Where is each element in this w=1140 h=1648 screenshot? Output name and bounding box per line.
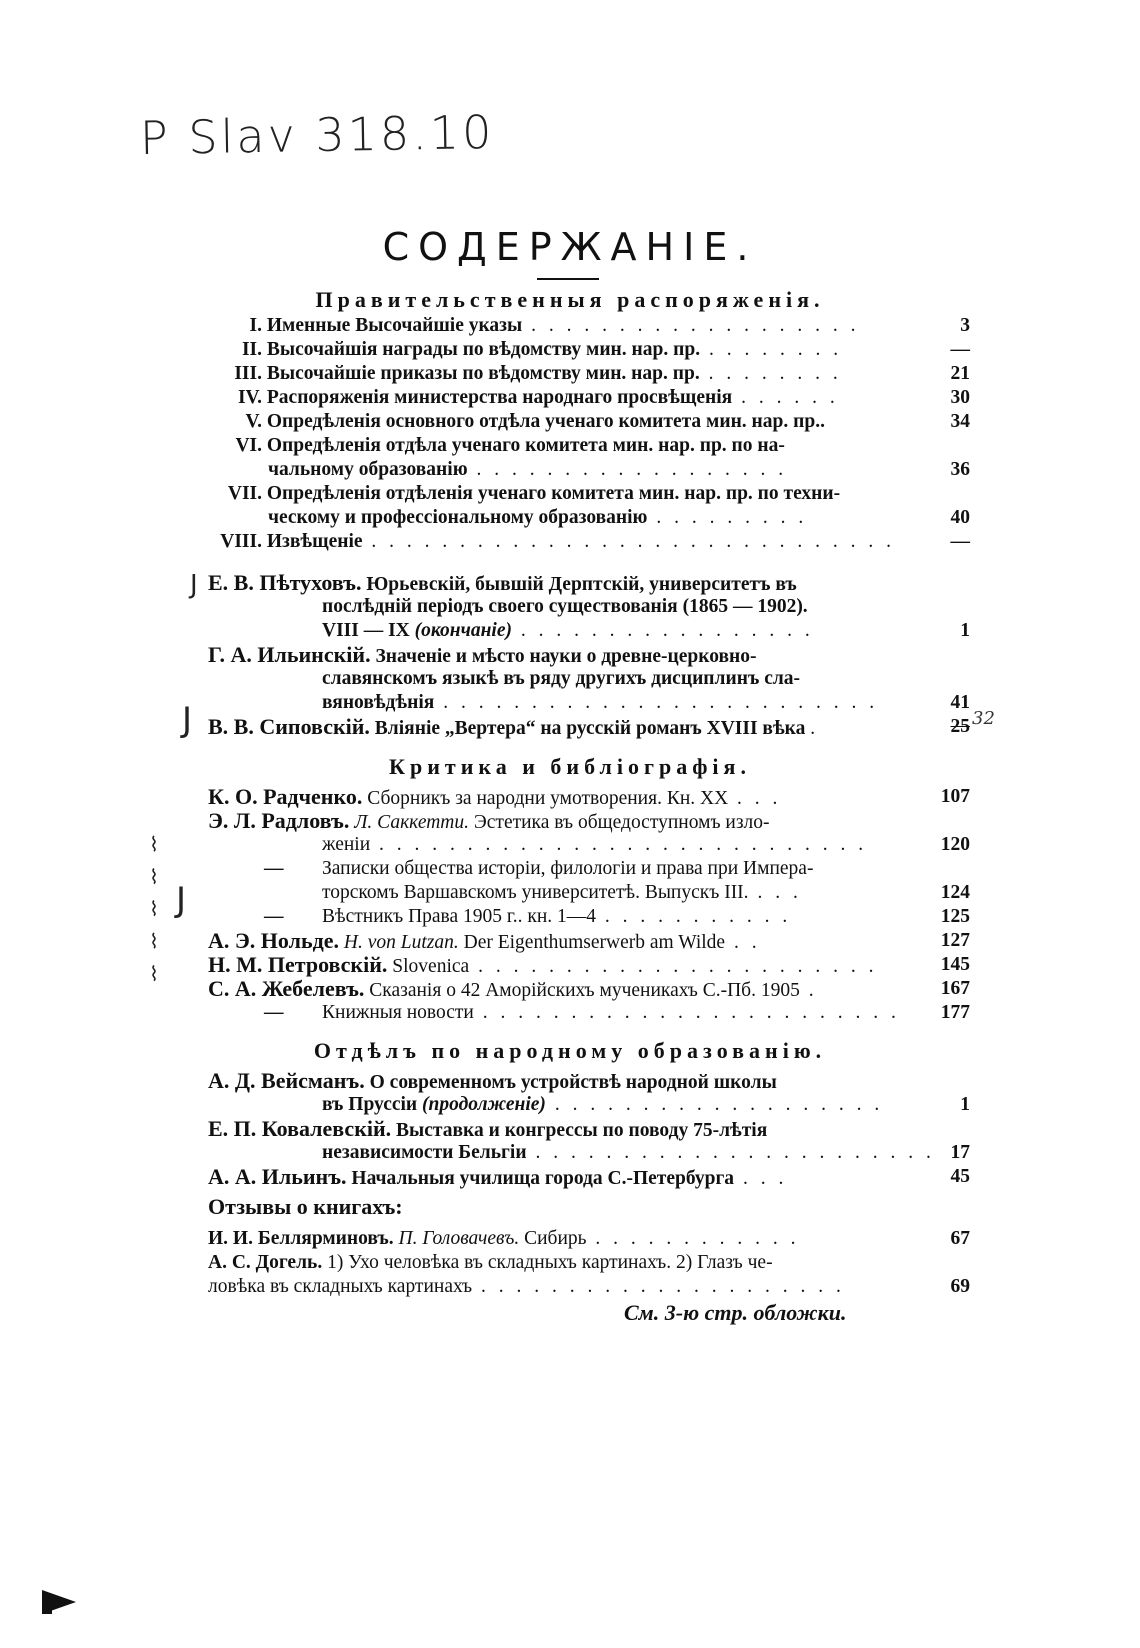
toc-row: I. Именные Высочайшіе указы . . . . . . . . . . . . . . . . . . . [249,315,860,336]
toc-row: II. Высочайшія награды по вѣдомству мин. нар. пр. . . . . . . . . [241,339,843,360]
section-gov: Правительственныя распоряженія. [315,287,825,312]
toc-row: — [264,858,284,879]
toc-row: III. Высочайшіе приказы по вѣдомству мин. нар. пр. . . . . . . . . [234,363,842,384]
title-rule [537,278,599,280]
toc-row: Э. Л. Радловъ. Л. Саккетти. Эстетика въ общедоступномъ изло- [208,808,770,833]
toc-row: А. Д. Вейсманъ. О современномъ устройствѣ народной школы [208,1068,777,1093]
toc-row: VII. Опредѣленія отдѣленія ученаго комитета мин. нар. пр. по техни- [227,483,841,504]
section-crit: Критика и библіографія. [389,754,751,779]
toc-row: К. О. Радченко. Сборникъ за народни умотворения. Кн. XX . . . [208,784,782,809]
shelfmark: P Slav 318.10 [139,104,495,166]
toc-row: А. Э. Нольде. H. von Lutzan. Der Eigenthumserwerb am Wilde . . [208,928,761,953]
footer-note: См. 3-ю стр. обложки. [624,1300,847,1325]
check-mark: J [176,880,187,920]
check-mark: J [182,700,193,740]
toc-row: Е. П. Ковалевскій. Выставка и конгрессы по поводу 75-лѣтія [208,1116,768,1141]
toc-row: Г. А. Ильинскій. Значеніе и мѣсто науки о древне-церковно- [208,642,757,667]
toc-row: Н. М. Петровскій. Slovenica . . . . . . . . . . . . . . . . . . . . . . . [208,952,878,977]
toc-row: Е. В. Пѣтуховъ. Юрьевскій, бывшій Дерптскій, университетъ въ [208,570,797,595]
toc-row: IV. Распоряженія министерства народнаго просвѣщенія . . . . . . [237,387,839,408]
page-title: СОДЕРЖАНІЕ. [382,225,758,269]
margin-scribble: ⌇ ⌇ ⌇ ⌇ ⌇ [142,830,166,985]
toc-row: В. В. Сиповскій. Вліяніе „Вертера“ на русскій романъ XVIII вѣка . [208,714,820,739]
toc-row: VI. Опредѣленія отдѣла ученаго комитета мин. нар. пр. по на- [235,435,785,456]
toc-row: — [264,906,284,927]
arrow-icon [42,1590,76,1614]
toc-row: — [264,1002,284,1023]
toc-row: А. С. Догель. 1) Ухо человѣка въ складныхъ картинахъ. 2) Глазъ че- [208,1252,773,1273]
section-edu: Отдѣлъ по народному образованію. [313,1038,827,1063]
toc-row: И. И. Беллярминовъ. П. Головачевъ. Сибирь . . . . . . . . . . . . [208,1228,800,1249]
toc-row: V. Опредѣленія основного отдѣла ученаго комитета мин. нар. пр.. [245,411,825,432]
toc-row: С. А. Жебелевъ. Сказанія о 42 Аморійскихъ мученикахъ С.-Пб. 1905 . [208,976,818,1001]
reviews-heading: Отзывы о книгахъ: [208,1194,403,1219]
check-mark: J [190,570,198,600]
handwritten-page-note: 32 [972,708,995,729]
toc-row: VIII. Извѣщеніе . . . . . . . . . . . . . . . . . . . . . . . . . . . . . . [220,531,896,552]
toc-row: А. А. Ильинъ. Начальныя училища города С.-Петербурга . . . [208,1164,788,1189]
